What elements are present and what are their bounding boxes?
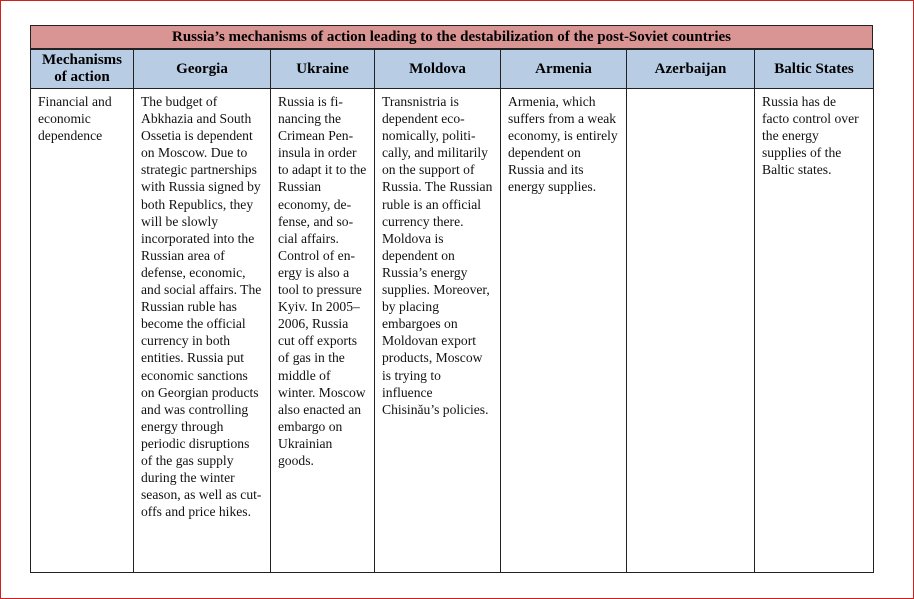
header-azerbaijan: Azerbaijan [627,50,755,89]
cell-baltic-states: Russia has de facto control over the energy supplies of the Baltic states. [755,89,874,574]
header-mechanisms: Mechanisms of action [31,50,134,89]
header-ukraine: Ukraine [271,50,375,89]
mechanisms-table [30,49,874,573]
header-georgia: Georgia [134,50,271,89]
table-title: Russia’s mechanisms of action leading to the destabilization of the post-Soviet countries [30,25,873,49]
header-moldova: Moldova [375,50,501,89]
header-row [31,50,874,89]
cell-azerbaijan [627,89,755,574]
cell-ukraine: Russia is financing the Crimean Peninsula in order to adapt it to the Russian economy, defense, and social affairs. Control of energy is also a tool to pressure Kyiv. In 2005–2006, Russia cut off exports of gas in the middle of winter. Moscow also enacted an embargo on Ukrainian goods. [271,89,375,574]
header-baltic-states: Baltic States [755,50,874,89]
table-bottom-border [30,572,873,573]
header-armenia: Armenia [501,50,627,89]
cell-georgia: The budget of Abkhazia and South Ossetia is dependent on Moscow. Due to strategic partnerships with Russia signed by both Republics, they will be slowly incorporated into the Russian area of defense, economic, and social affairs. The Russian ruble has become the official currency in both entities. Russia put economic sanctions on Georgian products and was controlling energy through periodic disruptions of the gas supply during the winter season, as well as cut-offs and price hikes. [134,89,271,574]
table-row [31,89,874,574]
cell-mechanism: Financial and economic dependence [31,89,134,574]
cell-moldova: Transnistria is dependent economically, politically, and militarily on the support of Russia. The Russian ruble is an official currency there. Moldova is dependent on Russia’s energy supplies. Moreover, by placing embargoes on Moldovan export products, Moscow is trying to influence Chisinău’s policies. [375,89,501,574]
cell-armenia: Armenia, which suffers from a weak economy, is entirely dependent on Russia and its energy supplies. [501,89,627,574]
